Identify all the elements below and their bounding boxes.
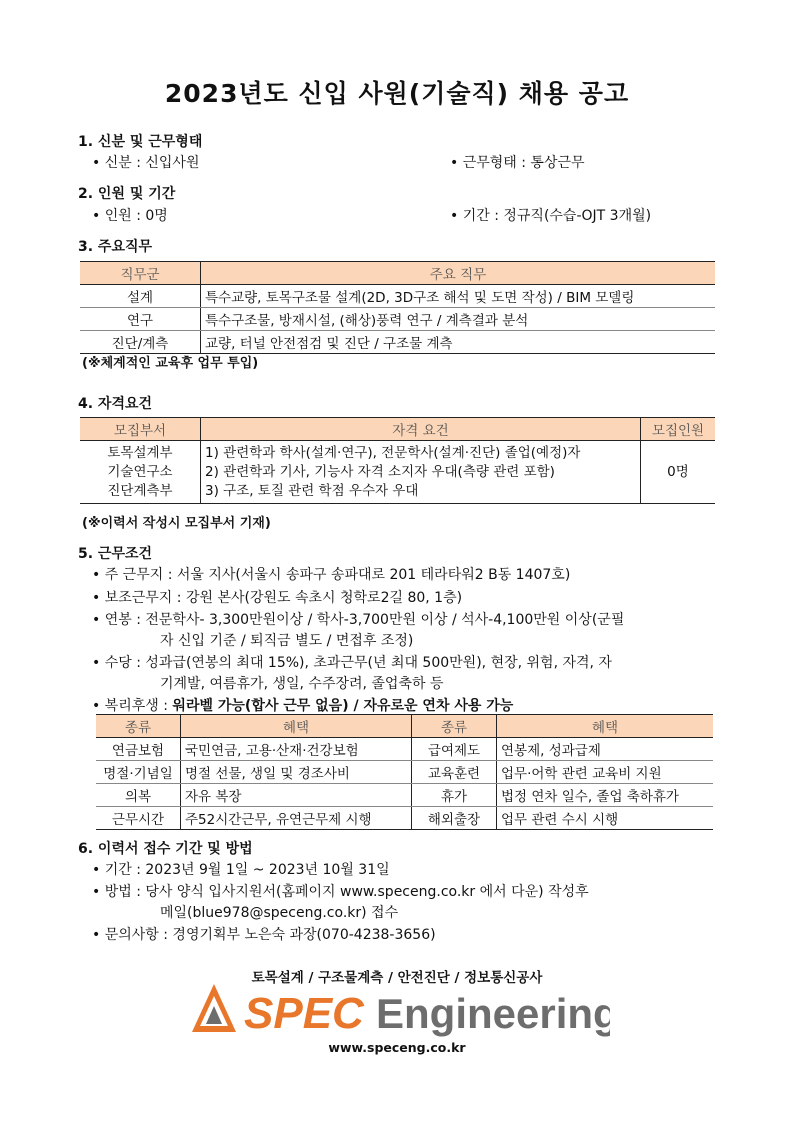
benefit-detail: 명절 선물, 생일 및 경조사비 — [181, 761, 412, 784]
welfare-highlight: 워라벨 가능(합사 근무 없음) / 자유로운 연차 사용 가능 — [172, 698, 514, 714]
duty-group: 진단/계측 — [80, 331, 201, 354]
application-period: • 기간 : 2023년 9월 1일 ~ 2023년 10월 31일 — [92, 862, 390, 878]
headcount: • 인원 : 0명 — [92, 208, 168, 224]
page-title: 2023년도 신입 사원(기술직) 채용 공고 — [164, 79, 630, 108]
table-row — [96, 761, 713, 784]
period: • 기간 : 정규직(수습-OJT 3개월) — [450, 208, 652, 224]
requirement-item: 2) 관련학과 기사, 기능사 자격 소지자 우대(측량 관련 포함) — [205, 463, 555, 480]
qualifications-table — [80, 417, 715, 504]
table-row — [80, 331, 715, 354]
department-name: 기술연구소 — [107, 463, 173, 480]
benefit-detail: 연봉제, 성과급제 — [497, 738, 714, 761]
benefit-detail: 법정 연차 일수, 졸업 축하휴가 — [497, 784, 714, 807]
benefit-detail: 업무 관련 수시 시행 — [497, 807, 714, 830]
section-5-heading: 5. 근무조건 — [78, 546, 153, 562]
section-6-heading: 6. 이력서 접수 기간 및 방법 — [78, 841, 253, 857]
benefit-header-benefit: 혜택 — [181, 715, 412, 738]
sub-workplace: • 보조근무지 : 강원 본사(강원도 속초시 청학로2길 80, 1층) — [92, 590, 463, 606]
employment-status: • 신분 : 신입사원 — [92, 155, 200, 171]
table-row — [96, 738, 713, 761]
table-row — [80, 308, 715, 331]
requirement-item: 1) 관련학과 학사(설계·연구), 전문학사(설계·진단) 졸업(예정)자 — [205, 444, 581, 461]
benefit-type: 명절·기념일 — [96, 761, 181, 784]
section-4-heading: 4. 자격요건 — [78, 396, 153, 412]
section-3-heading: 3. 주요직무 — [78, 239, 153, 255]
requirement-item: 3) 구조, 토질 관련 학점 우수자 우대 — [205, 482, 419, 499]
duty-group: 연구 — [80, 308, 201, 331]
company-url: www.speceng.co.kr — [328, 1040, 466, 1055]
qual-header-count: 모집인원 — [641, 418, 716, 441]
salary-line-1: • 연봉 : 전문학사- 3,300만원이상 / 학사-3,700만원 이상 / 석사-4,100만원 이상(군필 — [92, 612, 625, 628]
benefit-type: 의복 — [96, 784, 181, 807]
duties-header-main: 주요 직무 — [201, 262, 716, 285]
logo-engineering: Engineering — [376, 990, 610, 1037]
benefit-detail: 국민연금, 고용·산재·건강보험 — [181, 738, 412, 761]
allowance-line-2: 기계발, 여름휴가, 생일, 수주장려, 졸업축하 등 — [160, 676, 444, 692]
duty-detail: 특수구조물, 방재시설, (해상)풍력 연구 / 계측결과 분석 — [201, 308, 716, 331]
benefit-type: 교육훈련 — [412, 761, 497, 784]
duties-table — [80, 261, 715, 354]
welfare-label: • 복리후생 : — [92, 698, 173, 714]
duties-note: (※체계적인 교육후 업무 투입) — [82, 356, 259, 371]
duty-group: 설계 — [80, 285, 201, 308]
departments-cell — [80, 441, 201, 504]
department-name: 토목설계부 — [107, 444, 173, 461]
company-logo — [190, 982, 610, 1044]
company-tagline: 토목설계 / 구조물계측 / 안전진단 / 정보통신공사 — [251, 970, 543, 986]
table-row — [96, 784, 713, 807]
benefit-detail: 업무·어학 관련 교육비 지원 — [497, 761, 714, 784]
benefit-detail: 주52시간근무, 유연근무제 시행 — [181, 807, 412, 830]
application-method-1: • 방법 : 당사 양식 입사지원서(홈페이지 www.speceng.co.kr 에서 다운) 작성후 — [92, 884, 589, 900]
table-row — [80, 441, 715, 504]
duties-header-group: 직무군 — [80, 262, 201, 285]
section-1-heading: 1. 신분 및 근무형태 — [78, 134, 203, 150]
benefit-type: 휴가 — [412, 784, 497, 807]
duty-detail: 특수교량, 토목구조물 설계(2D, 3D구조 해석 및 도면 작성) / BIM 모델링 — [201, 285, 716, 308]
benefit-type: 급여제도 — [412, 738, 497, 761]
section-2-heading: 2. 인원 및 기간 — [78, 186, 176, 202]
benefit-detail: 자유 복장 — [181, 784, 412, 807]
allowance-line-1: • 수당 : 성과급(연봉의 최대 15%), 초과근무(년 최대 500만원), 현장, 위험, 자격, 자 — [92, 655, 612, 671]
benefit-header-benefit: 혜택 — [497, 715, 714, 738]
benefit-header-type: 종류 — [412, 715, 497, 738]
requirements-cell — [201, 441, 641, 504]
main-workplace: • 주 근무지 : 서울 지사(서울시 송파구 송파대로 201 테라타워2 B동 1407호) — [92, 567, 571, 583]
qualifications-note: (※이력서 작성시 모집부서 기재) — [82, 516, 271, 531]
qual-header-req: 자격 요건 — [201, 418, 641, 441]
table-row — [96, 807, 713, 830]
logo-spec: SPEC — [244, 989, 364, 1038]
work-type: • 근무형태 : 통상근무 — [450, 155, 585, 171]
benefit-type: 해외출장 — [412, 807, 497, 830]
department-name: 진단계측부 — [107, 482, 173, 499]
welfare-line — [92, 695, 513, 715]
benefits-table — [96, 714, 713, 830]
benefit-type: 근무시간 — [96, 807, 181, 830]
application-method-2: 메일(blue978@speceng.co.kr) 접수 — [160, 905, 399, 921]
benefit-header-type: 종류 — [96, 715, 181, 738]
qual-header-dept: 모집부서 — [80, 418, 201, 441]
duty-detail: 교량, 터널 안전점검 및 진단 / 구조물 계측 — [201, 331, 716, 354]
table-row — [80, 285, 715, 308]
salary-line-2: 자 신입 기준 / 퇴직금 별도 / 면접후 조정) — [160, 633, 414, 649]
contact-info: • 문의사항 : 경영기획부 노은숙 과장(070-4238-3656) — [92, 927, 436, 943]
recruit-count: 0명 — [641, 441, 716, 504]
benefit-type: 연금보험 — [96, 738, 181, 761]
